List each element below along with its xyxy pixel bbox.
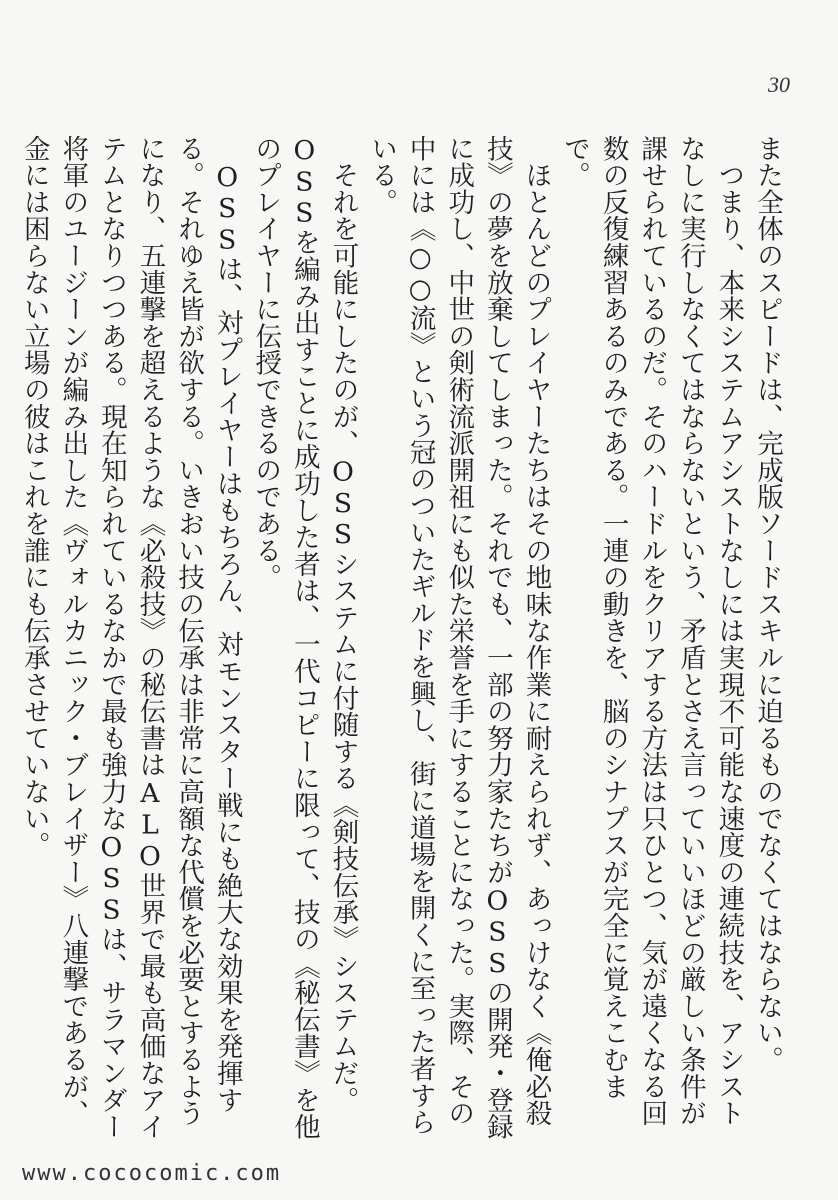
- paragraph: OSSは、対プレイヤーはもちろん、対モンスター戦にも絶大な効果を発揮する。それゆえ皆が欲する。いきおい技の伝承は非常に高額な代償を必要とするようになり、五連撃を超えるような《必殺技》の秘伝書はALO世界で最も高価なアイテムとなりつつある。現在知られているなかで最も強力なOSSは、サラマンダー将軍のユージーンが編み出した《ヴォルカニック・ブレイザー》八連撃であるが、金には困らない立場の彼はこれを誰にも伝承させていない。: [18, 135, 243, 1141]
- paragraph: ほとんどのプレイヤーたちはその地味な作業に耐えられず、あっけなく《俺必殺技》の夢を放棄してしまった。それでも、一部の努力家たちがOSSの開発・登録に成功し、中世の剣術流派開祖にも似た栄誉を手にすることになった。実際、その中には《○○流》という冠のついたギルドを興し、街に道場を開くに至った者すらいる。: [366, 135, 552, 1141]
- page-number: 30: [768, 72, 790, 97]
- body-text: [18, 135, 786, 1150]
- watermark-url: www.cococomic.com: [22, 1161, 282, 1186]
- paragraph: つまり、本来システムアシストなしには実現不可能な速度の連続技を、アシストなしに実行しなくてはならないという、矛盾とさえ言っていいほどの厳しい条件が課せられているのだ。そのハードルをクリアする方法は只ひとつ、気が遠くなる回数の反復練習あるのみである。一連の動きを、脳のシナプスが完全に覚えこむまで。: [559, 135, 745, 1127]
- paragraph: また全体のスピードは、完成版ソードスキルに迫るものでなくてはならない。: [752, 135, 783, 1073]
- paragraph: それを可能にしたのが、OSSシステムに付随する《剣技伝承》システムだ。OSSを編み出すことに成功した者は、一代コピーに限って、技の《秘伝書》を他のプレイヤーに伝授できるのである。: [250, 135, 359, 1141]
